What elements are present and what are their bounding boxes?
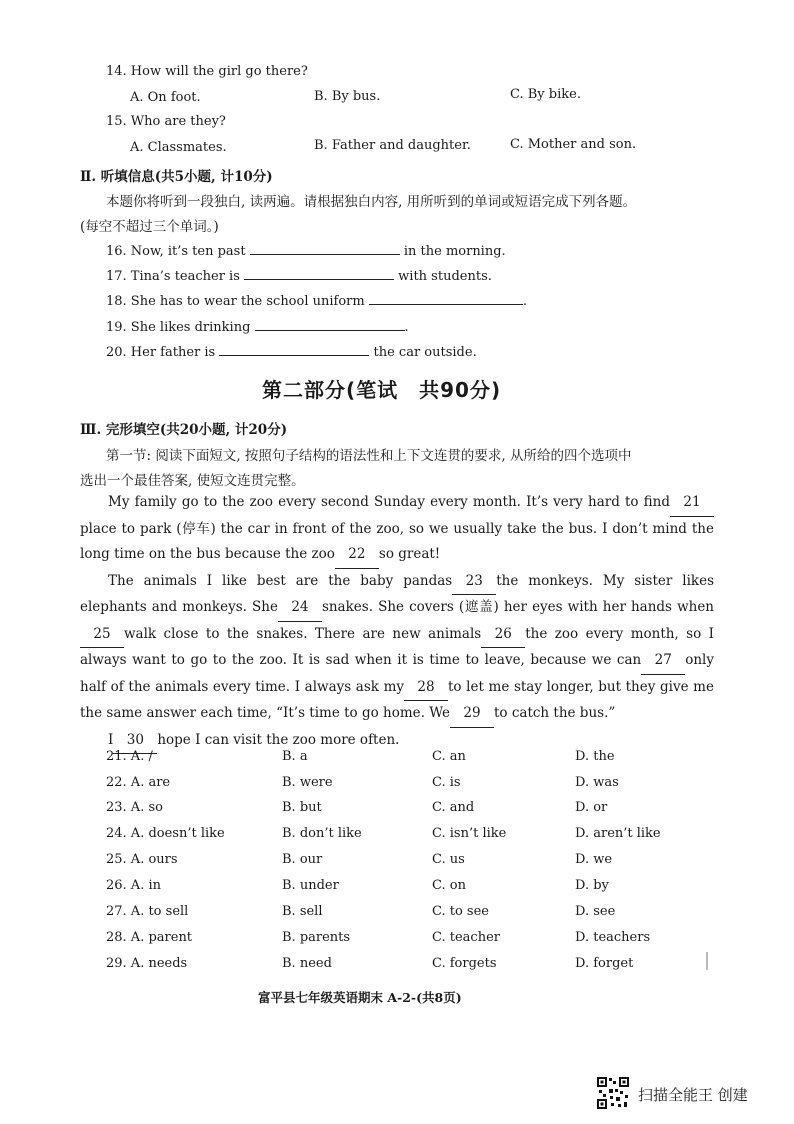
cloze-blank-30[interactable]: 30 xyxy=(113,728,157,755)
option-23-c: C. and xyxy=(432,800,475,815)
option-26-c: C. on xyxy=(432,878,466,893)
option-24-d: D. aren’t like xyxy=(575,826,661,841)
option-27-c: C. to see xyxy=(432,904,489,919)
answer-blank-16[interactable] xyxy=(250,242,400,255)
option-25-d: D. we xyxy=(575,852,613,867)
option-26-a: 26. A. in xyxy=(106,878,161,893)
option-28-d: D. teachers xyxy=(575,930,651,945)
answer-blank-19[interactable] xyxy=(255,318,405,331)
section-3-intro-2: 选出一个最佳答案, 使短文连贯完整。 xyxy=(80,473,305,489)
cloze-blank-26[interactable]: 26 xyxy=(481,622,525,649)
option-24-b: B. don’t like xyxy=(282,826,362,841)
answer-blank-17[interactable] xyxy=(244,267,394,280)
qr-code-icon xyxy=(596,1076,630,1110)
cloze-blank-29[interactable]: 29 xyxy=(450,701,494,728)
section-2-heading: Ⅱ. 听填信息(共5小题, 计10分) xyxy=(80,169,273,185)
q15-option-c: C. Mother and son. xyxy=(510,137,637,152)
option-21-d: D. the xyxy=(575,749,615,764)
option-23-a: 23. A. so xyxy=(106,800,163,815)
cloze-blank-25[interactable]: 25 xyxy=(80,622,124,649)
page-footer: 富平县七年级英语期末 A-2-(共8页) xyxy=(258,990,462,1005)
cloze-blank-28[interactable]: 28 xyxy=(404,675,448,702)
answer-blank-20[interactable] xyxy=(219,343,369,356)
fill-item-19: 19. She likes drinking . xyxy=(106,320,409,335)
cloze-blank-23[interactable]: 23 xyxy=(452,569,496,596)
section-3-intro: 第一节: 阅读下面短文, 按照句子结构的语法性和上下文连贯的要求, 从所给的四个选项中 xyxy=(106,448,632,464)
option-21-c: C. an xyxy=(432,749,466,764)
cloze-blank-21[interactable]: 21 xyxy=(670,490,714,517)
option-27-a: 27. A. to sell xyxy=(106,904,189,919)
q15-option-b: B. Father and daughter. xyxy=(314,138,471,153)
q14-option-a: A. On foot. xyxy=(130,90,201,105)
q14-option-c: C. By bike. xyxy=(510,87,581,102)
answer-blank-18[interactable] xyxy=(369,292,523,305)
cloze-blank-24[interactable]: 24 xyxy=(278,595,322,622)
option-29-d: D. forget xyxy=(575,956,634,971)
option-29-b: B. need xyxy=(282,956,332,971)
fill-item-16: 16. Now, it’s ten past in the morning. xyxy=(106,244,506,259)
option-28-a: 28. A. parent xyxy=(106,930,193,945)
option-21-a: 21. A. / xyxy=(106,749,153,764)
option-27-b: B. sell xyxy=(282,904,323,919)
option-22-c: C. is xyxy=(432,775,461,790)
option-25-a: 25. A. ours xyxy=(106,852,178,867)
option-26-b: B. under xyxy=(282,878,339,893)
option-25-c: C. us xyxy=(432,852,465,867)
option-22-a: 22. A. are xyxy=(106,775,171,790)
question-14: 14. How will the girl go there? xyxy=(106,64,308,79)
cloze-passage xyxy=(80,490,714,754)
q15-option-a: A. Classmates. xyxy=(130,140,227,155)
option-22-d: D. was xyxy=(575,775,619,790)
fill-item-18: 18. She has to wear the school uniform . xyxy=(106,294,527,309)
section-2-instructions: 本题你将听到一段独白, 读两遍。请根据独白内容, 用所听到的单词或短语完成下列各题。 xyxy=(106,194,637,210)
cloze-blank-22[interactable]: 22 xyxy=(335,542,379,569)
fill-item-20: 20. Her father is the car outside. xyxy=(106,345,477,360)
passage-paragraph-1: My family go to the zoo every second Sunday every month. It’s very hard to find 21place to park (停车) the car in front of the zoo, so we usually take the bus. I don’t mind the long time on the bus because the zoo 22 so great! xyxy=(80,490,714,569)
option-23-b: B. but xyxy=(282,800,322,815)
option-24-a: 24. A. doesn’t like xyxy=(106,826,225,841)
passage-paragraph-2: The animals I like best are the baby pandas 23 the monkeys. My sister likes elephants and monkeys. She 24 snakes. She covers (遮盖) her eyes with her hands when25 walk close to the snakes. There are new animals 26 the zoo every month, so I always want to go to the zoo. It is sad when it is time to leave, because we can 27 only half of the animals every time. I always ask my 28 to let me stay longer, but they give me the same answer each time, “It’s time to go home. We 29 to catch the bus.” xyxy=(80,569,714,728)
passage-paragraph-3: I 30 hope I can visit the zoo more often. xyxy=(80,728,714,755)
page-edge-mark xyxy=(706,952,708,970)
question-15: 15. Who are they? xyxy=(106,114,226,129)
option-28-b: B. parents xyxy=(282,930,351,945)
part-2-title: 第二部分(笔试 共90分) xyxy=(262,378,502,402)
scanner-watermark-label: 扫描全能王 创建 xyxy=(638,1086,748,1104)
cloze-blank-27[interactable]: 27 xyxy=(641,648,685,675)
option-28-c: C. teacher xyxy=(432,930,500,945)
option-22-b: B. were xyxy=(282,775,333,790)
option-23-d: D. or xyxy=(575,800,608,815)
q14-option-b: B. By bus. xyxy=(314,89,381,104)
fill-item-17: 17. Tina’s teacher is with students. xyxy=(106,269,492,284)
section-3-heading: Ⅲ. 完形填空(共20小题, 计20分) xyxy=(80,422,288,438)
option-25-b: B. our xyxy=(282,852,323,867)
option-29-c: C. forgets xyxy=(432,956,497,971)
option-26-d: D. by xyxy=(575,878,609,893)
option-27-d: D. see xyxy=(575,904,616,919)
option-21-b: B. a xyxy=(282,749,308,764)
section-2-note: (每空不超过三个单词。) xyxy=(80,219,219,235)
option-29-a: 29. A. needs xyxy=(106,956,188,971)
option-24-c: C. isn’t like xyxy=(432,826,507,841)
